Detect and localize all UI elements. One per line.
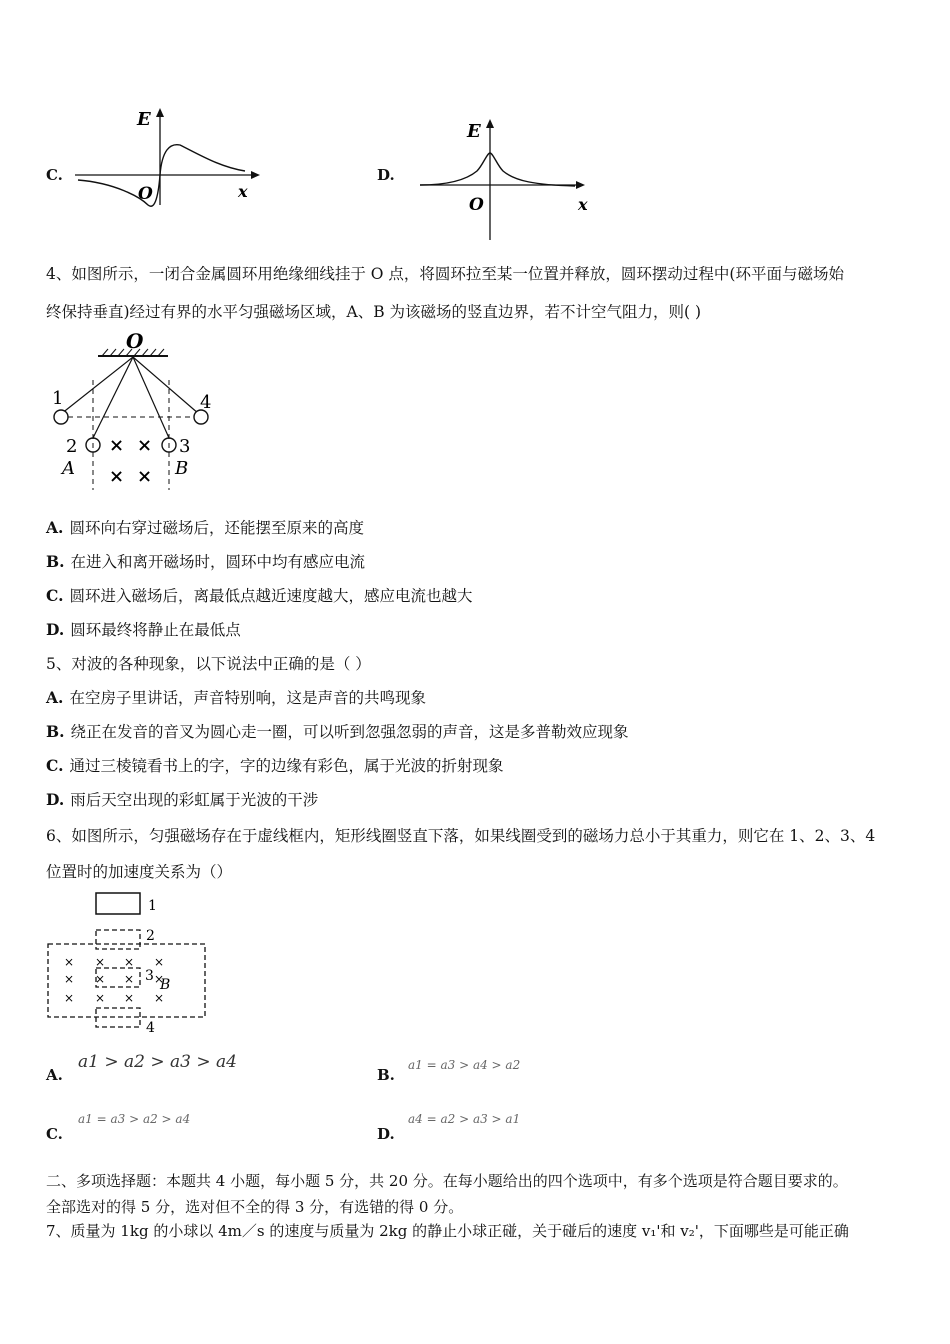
svg-text:×: ×: [154, 972, 165, 986]
label-3: 3: [145, 968, 154, 984]
q6-option-c-formula: a1 = a3 > a2 > a4: [78, 1112, 191, 1126]
q4-option-d: D. 圆环最终将静止在最低点: [46, 620, 241, 639]
q4-option-a: A. 圆环向右穿过磁场后，还能摆至原来的高度: [46, 518, 364, 537]
q6-option-b-letter: B.: [377, 1066, 395, 1084]
y-axis-arrow: [486, 119, 494, 128]
y-axis-arrow: [156, 108, 164, 117]
x-axis-arrow: [576, 181, 585, 189]
svg-text:×: ×: [137, 466, 153, 487]
q5-option-d: D. 雨后天空出现的彩虹属于光波的干涉: [46, 790, 319, 809]
svg-text:×: ×: [95, 955, 106, 969]
q6-coil-figure: [44, 888, 219, 1038]
label-4: 4: [200, 392, 212, 413]
svg-text:×: ×: [124, 991, 135, 1005]
ring-position-1: [54, 410, 68, 424]
coil-position-2: [96, 930, 140, 949]
axis-E-label: E: [137, 109, 151, 130]
svg-text:×: ×: [124, 972, 135, 986]
option-d-label: D.: [377, 166, 395, 184]
q5-option-b: B. 绕正在发音的音叉为圆心走一圈，可以听到忽强忽弱的声音，这是多普勒效应现象: [46, 722, 629, 741]
section2-line2: 全部选对的得 5 分，选对但不全的得 3 分，有选错的得 0 分。: [46, 1198, 464, 1216]
svg-text:×: ×: [137, 435, 153, 456]
q6-option-c-letter: C.: [46, 1125, 63, 1143]
q6-stem-line2: 位置时的加速度关系为（）: [46, 863, 233, 881]
curve-d: [420, 153, 575, 186]
x-axis-arrow: [251, 171, 260, 179]
q6-stem-line1: 6、如图所示，匀强磁场存在于虚线框内，矩形线圈竖直下落，如果线圈受到的磁场力总小于其重力，则它在 1、2、3、4: [46, 827, 876, 845]
label-2: 2: [146, 928, 155, 944]
coil-position-1: [96, 893, 140, 914]
origin-label: O: [138, 184, 153, 204]
q5-stem: 5、对波的各种现象，以下说法中正确的是（ ）: [46, 655, 371, 673]
q4-option-c: C. 圆环进入磁场后，离最低点越近速度越大，感应电流也越大: [46, 586, 473, 605]
axis-x-label: x: [578, 195, 588, 214]
q6-option-d-letter: D.: [377, 1125, 395, 1143]
q4-option-b: B. 在进入和离开磁场时，圆环中均有感应电流: [46, 552, 366, 571]
q5-option-c: C. 通过三棱镜看书上的字，字的边缘有彩色，属于光波的折射现象: [46, 756, 504, 775]
label-4: 4: [146, 1020, 155, 1036]
svg-text:×: ×: [109, 435, 125, 456]
q6-option-b-formula: a1 = a3 > a4 > a2: [408, 1058, 521, 1072]
q4-stem-line2: 终保持垂直)经过有界的水平匀强磁场区域，A、B 为该磁场的竖直边界，若不计空气阻力，则( ): [46, 303, 702, 321]
q6-option-a-formula: a1 > a2 > a3 > a4: [78, 1052, 237, 1072]
q4-pendulum-figure: [48, 330, 228, 495]
pivot-label-O: O: [126, 330, 144, 353]
q5-option-a: A. 在空房子里讲话，声音特别响，这是声音的共鸣现象: [46, 688, 426, 707]
label-B: B: [175, 458, 189, 479]
q4-stem-line1: 4、如图所示，一闭合金属圆环用绝缘细线挂于 O 点，将圆环拉至某一位置并释放，圆环摆动过程中(环平面与磁场始: [46, 265, 844, 283]
svg-text:×: ×: [154, 955, 165, 969]
axis-x-label: x: [238, 182, 248, 201]
label-B: B: [160, 977, 171, 993]
strings: [61, 357, 199, 438]
q6-option-a-letter: A.: [46, 1066, 63, 1084]
origin-label: O: [469, 195, 484, 215]
label-3: 3: [179, 436, 191, 457]
label-A: A: [62, 458, 75, 479]
svg-text:×: ×: [64, 972, 75, 986]
option-c-label: C.: [46, 166, 63, 184]
svg-text:×: ×: [124, 955, 135, 969]
graph-option-d: [405, 115, 605, 245]
graph-option-c: [70, 105, 270, 215]
q6-option-d-formula: a4 = a2 > a3 > a1: [408, 1112, 521, 1126]
q7-stem: 7、质量为 1kg 的小球以 4m／s 的速度与质量为 2kg 的静止小球正碰，关于碰后的速度 v₁'和 v₂'，下面哪些是可能正确: [46, 1222, 849, 1240]
svg-text:×: ×: [95, 991, 106, 1005]
axis-E-label: E: [467, 121, 481, 142]
svg-text:×: ×: [64, 955, 75, 969]
svg-text:×: ×: [109, 466, 125, 487]
label-1: 1: [52, 388, 64, 409]
section2-line1: 二、多项选择题：本题共 4 小题，每小题 5 分，共 20 分。在每小题给出的四个选项中，有多个选项是符合题目要求的。: [46, 1172, 848, 1190]
svg-text:×: ×: [154, 991, 165, 1005]
magnetic-field-crosses: [109, 435, 152, 487]
svg-text:×: ×: [95, 972, 106, 986]
svg-text:×: ×: [64, 991, 75, 1005]
label-2: 2: [66, 436, 78, 457]
label-1: 1: [148, 898, 157, 914]
